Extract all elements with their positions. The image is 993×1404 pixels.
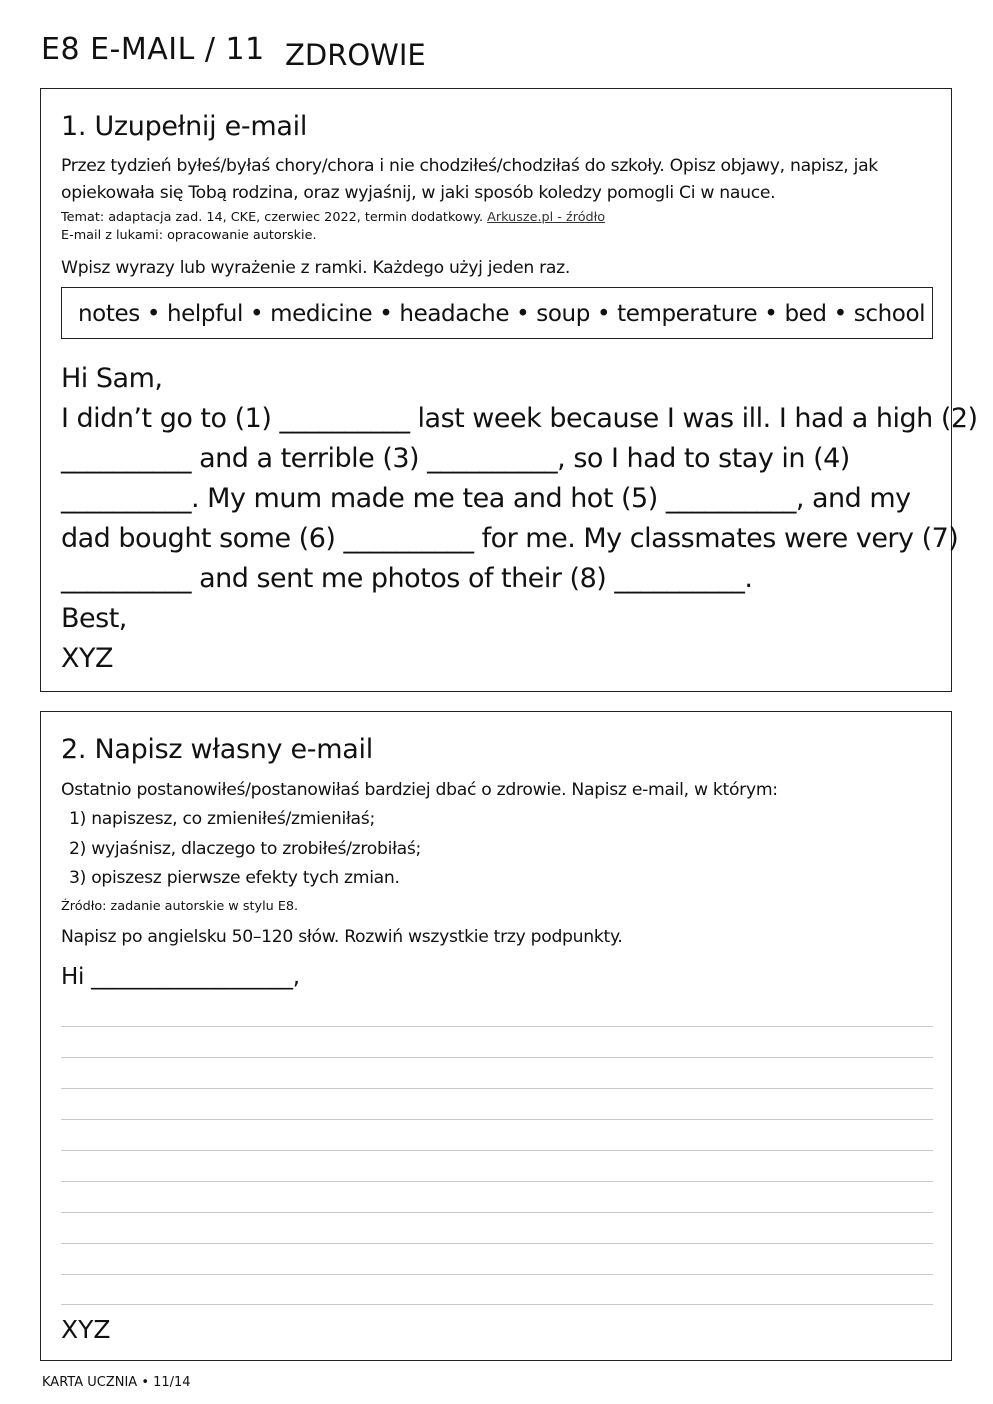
writing-line[interactable] (61, 1304, 933, 1305)
writing-line[interactable] (61, 1119, 933, 1120)
writing-line[interactable] (61, 1026, 933, 1027)
word-bank-item: medicine (270, 301, 373, 327)
email-greeting-line[interactable]: Hi __________________, (61, 964, 300, 990)
word-bank-item: notes (78, 301, 140, 327)
task1-title: 1. Uzupełnij e-mail (61, 111, 308, 142)
writing-line[interactable] (61, 1243, 933, 1244)
word-separator: • (764, 301, 778, 327)
gapped-email (61, 359, 978, 679)
email-line: I didn’t go to (1) __________ last week because I was ill. I had a high (2) (61, 403, 978, 434)
writing-line[interactable] (61, 1057, 933, 1058)
task2-source: Źródło: zadanie autorskie w stylu E8. (61, 899, 299, 914)
email-greeting: Hi Sam, (61, 363, 163, 394)
word-bank-item: school (853, 301, 926, 327)
task1-prompt: Przez tydzień byłeś/byłaś chory/chora i nie chodziłeś/chodziłaś do szkoły. Opisz objawy, napisz, jak opiekowała się Tobą rodzina, oraz wyjaśnij, w jaki sposób koledzy pomogli Ci w nauce. (61, 156, 878, 203)
task2-title: 2. Napisz własny e-mail (61, 734, 373, 765)
task2-instruction: Napisz po angielsku 50–120 słów. Rozwiń wszystkie trzy podpunkty. (61, 927, 623, 947)
task1-frame (40, 88, 978, 692)
word-bank-item: bed (784, 301, 827, 327)
word-bank-item: helpful (166, 301, 243, 327)
email-line: __________ and sent me photos of their (8) __________. (61, 563, 753, 594)
email-line: __________ and a terrible (3) __________, so I had to stay in (4) (61, 443, 850, 474)
page-footer: KARTA UCZNIA • 11/14 (42, 1375, 191, 1390)
word-separator: • (146, 301, 160, 327)
email-closing: Best, (61, 603, 127, 634)
word-bank-item: headache (399, 301, 510, 327)
task1-source-link[interactable]: Arkusze.pl - źródło (487, 210, 606, 225)
writing-line[interactable] (61, 1088, 933, 1089)
task1-source (61, 209, 605, 226)
word-separator: • (516, 301, 530, 327)
word-bank-item: soup (536, 301, 590, 327)
task1-instruction: Wpisz wyrazy lub wyrażenie z ramki. Każdego użyj jeden raz. (61, 258, 571, 278)
word-separator: • (249, 301, 264, 327)
email-line: __________. My mum made me tea and hot (5) __________, and my (61, 483, 911, 514)
task2-point: 3) opiszesz pierwsze efekty tych zmian. (69, 868, 400, 888)
email-signature: XYZ (61, 1315, 111, 1344)
task2-point: 1) napiszesz, co zmieniłeś/zmieniłaś; (69, 809, 375, 829)
task1-source-text: Temat: adaptacja zad. 14, CKE, czerwiec 2022, termin dodatkowy. (61, 210, 484, 225)
writing-line[interactable] (61, 1274, 933, 1275)
task2-point: 2) wyjaśnisz, dlaczego to zrobiłeś/zrobiłaś; (69, 838, 422, 859)
writing-line[interactable] (61, 1150, 933, 1151)
word-bank (61, 287, 933, 339)
word-bank-item: temperature (617, 301, 758, 327)
word-separator: • (379, 301, 393, 327)
worksheet-topic: ZDROWIE (285, 38, 426, 72)
task2-prompt: Ostatnio postanowiłeś/postanowiłaś bardziej dbać o zdrowie. Napisz e-mail, w którym: (61, 780, 778, 800)
task2-points (69, 805, 421, 894)
word-separator: • (833, 301, 847, 327)
writing-line[interactable] (61, 1212, 933, 1213)
task1-source-note: E-mail z lukami: opracowanie autorskie. (61, 228, 317, 243)
task2-frame (40, 711, 952, 1361)
email-signature: XYZ (61, 643, 113, 674)
word-separator: • (596, 301, 611, 327)
worksheet-code: E8 E-MAIL / 11 (41, 32, 265, 67)
email-line: dad bought some (6) __________ for me. My classmates were very (7) (61, 523, 959, 554)
writing-line[interactable] (61, 1181, 933, 1182)
